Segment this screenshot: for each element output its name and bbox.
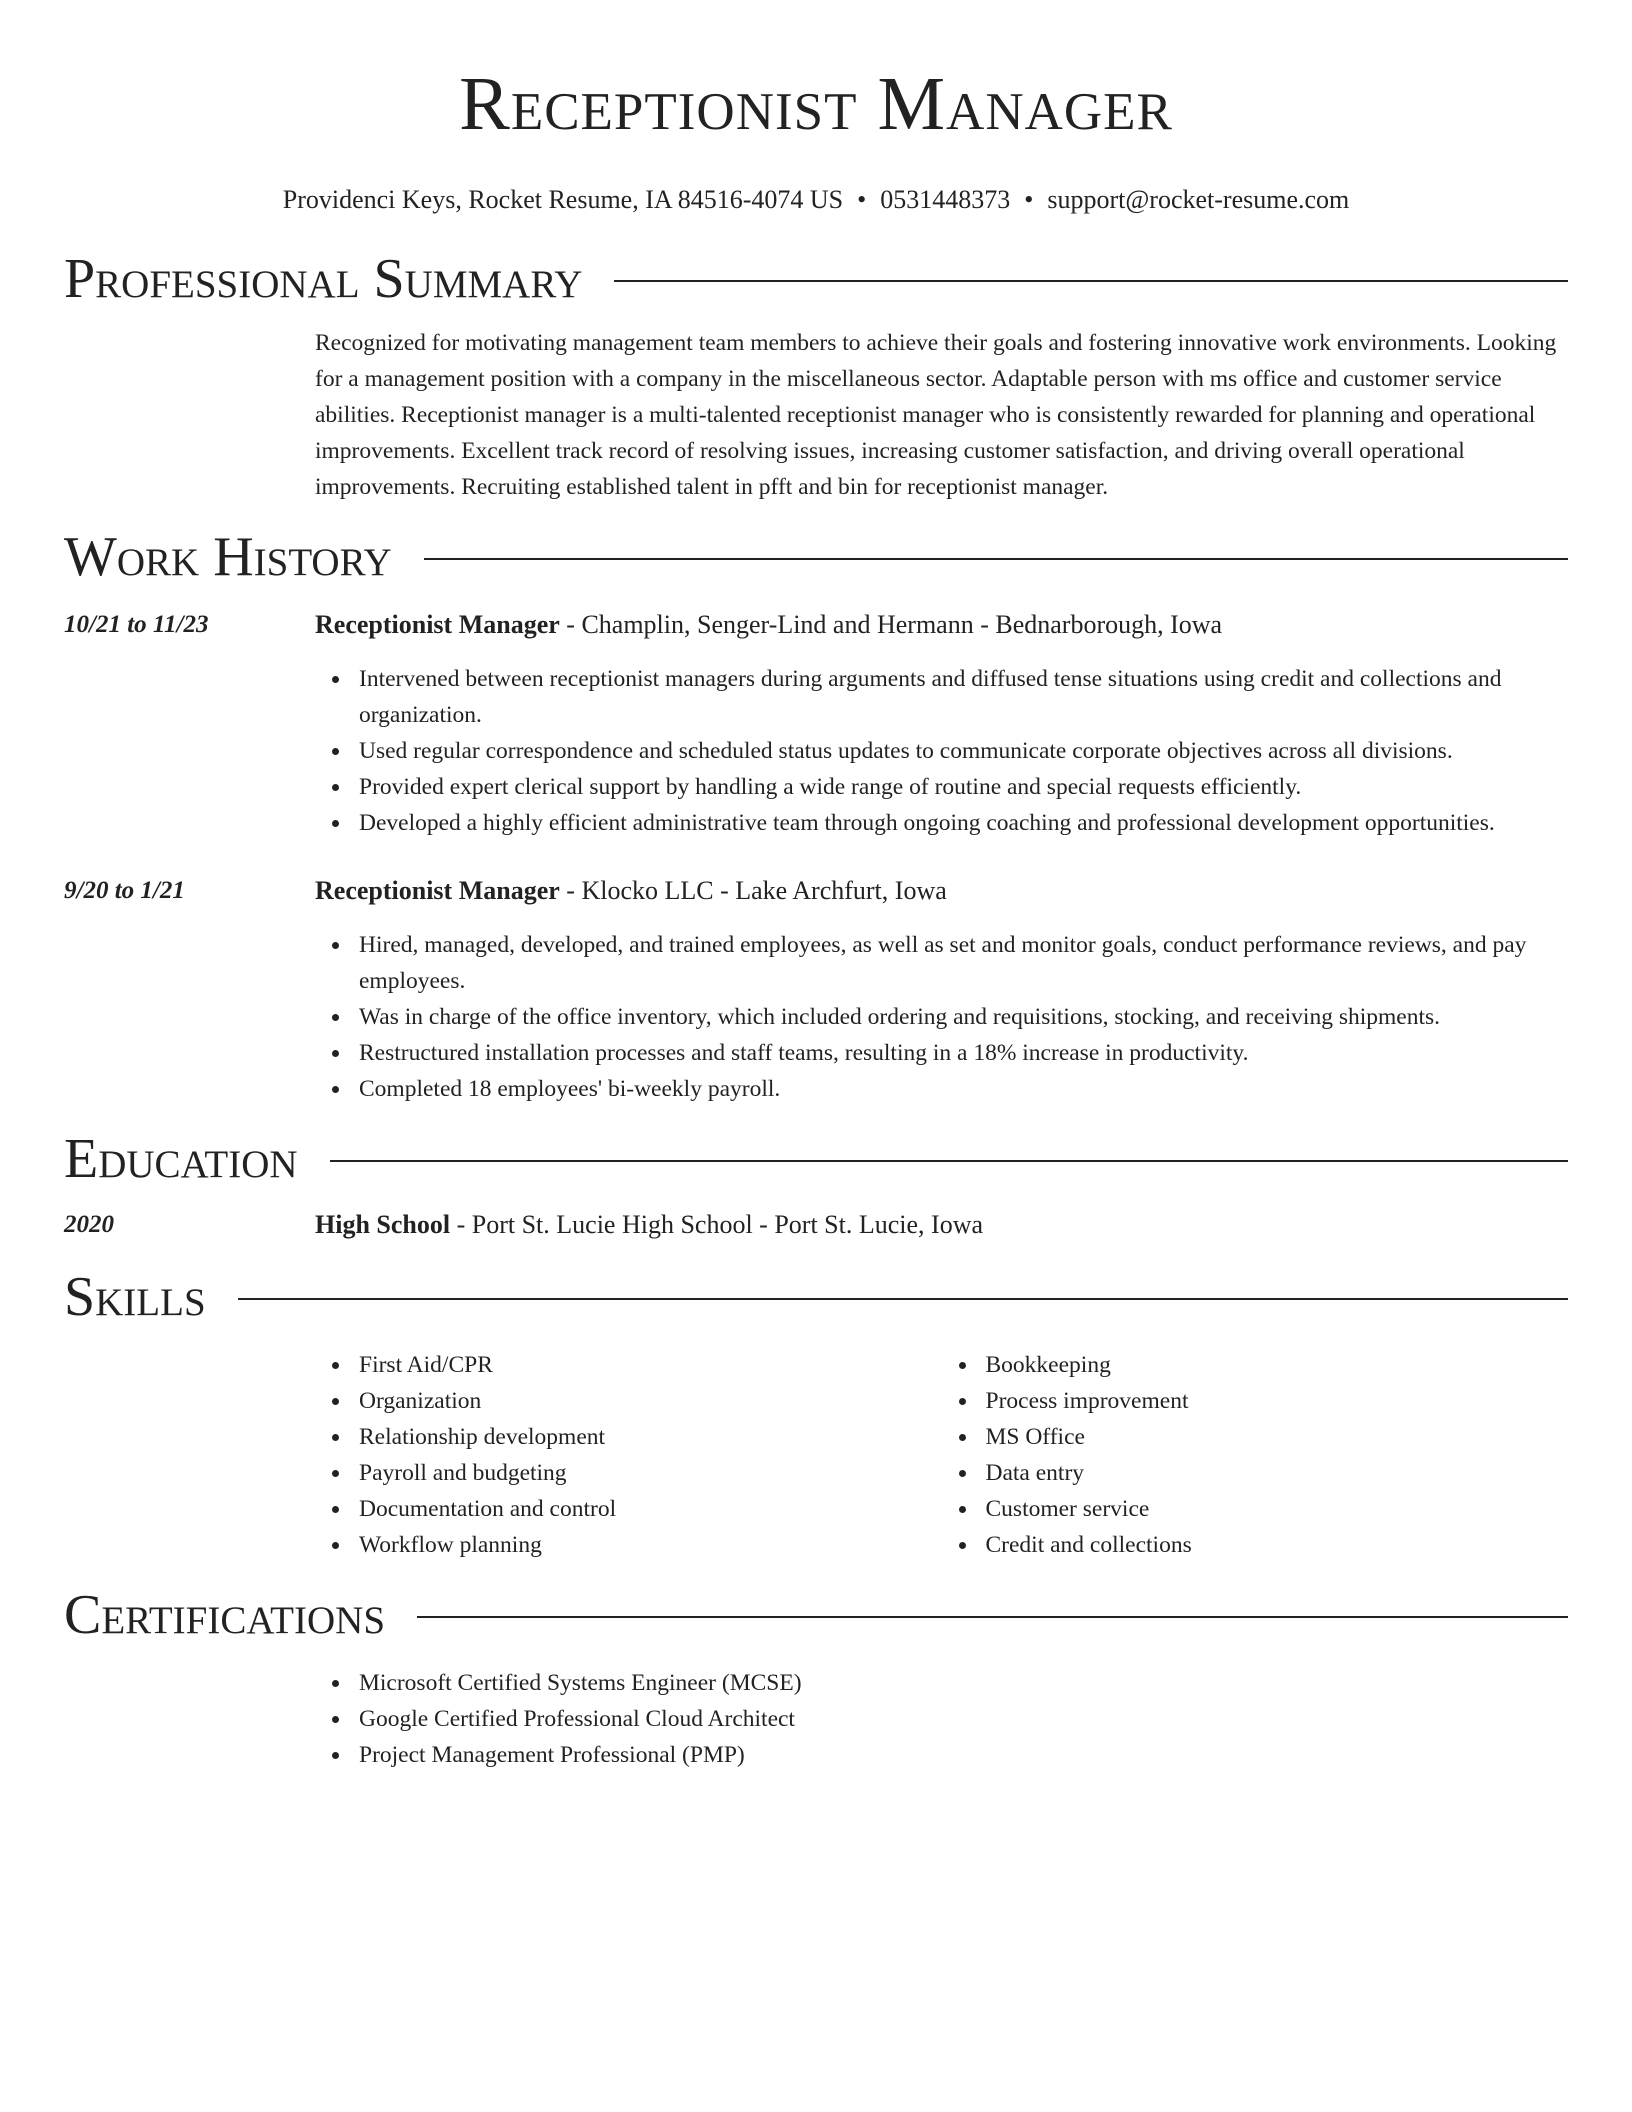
job-heading [315, 607, 1568, 643]
education-year: 2020 [64, 1211, 114, 1238]
list-item: Payroll and budgeting [359, 1455, 942, 1491]
list-item: Was in charge of the office inventory, which included ordering and requisitions, stocking, and receiving shipments. [359, 999, 1568, 1035]
education-details: - Port St. Lucie High School - Port St. Lucie, Iowa [450, 1210, 984, 1239]
summary-section-header [64, 245, 1568, 313]
contact-separator: • [1024, 185, 1034, 214]
contact-line [64, 184, 1568, 216]
job-heading [315, 873, 1568, 909]
section-divider [417, 1616, 1568, 1618]
list-item: Completed 18 employees' bi-weekly payroll. [359, 1071, 1568, 1107]
list-item: Used regular correspondence and scheduled status updates to communicate corporate objectives across all divisions. [359, 733, 1568, 769]
certifications-section-header [64, 1581, 1568, 1649]
list-item: Process improvement [986, 1383, 1569, 1419]
list-item: Microsoft Certified Systems Engineer (MCSE) [359, 1665, 1568, 1701]
job-details: - Champlin, Senger-Lind and Hermann - Bednarborough, Iowa [559, 610, 1223, 639]
list-item: Relationship development [359, 1419, 942, 1455]
work-section-header [64, 523, 1568, 591]
job-role: Receptionist Manager [315, 876, 560, 905]
job-entry [64, 607, 1568, 643]
section-divider [614, 280, 1568, 282]
job-role: Receptionist Manager [315, 610, 560, 639]
section-divider [424, 558, 1568, 560]
list-item: MS Office [986, 1419, 1569, 1455]
list-item: Data entry [986, 1455, 1569, 1491]
skills-column-right [942, 1347, 1569, 1563]
job-bullets [315, 927, 1568, 1107]
education-degree: High School [315, 1210, 451, 1239]
list-item: Provided expert clerical support by handling a wide range of routine and special requests efficiently. [359, 769, 1568, 805]
contact-separator: • [857, 185, 867, 214]
resume-page [64, 0, 1568, 1773]
skills-list [315, 1347, 1568, 1563]
job-bullets [315, 661, 1568, 841]
list-item: Google Certified Professional Cloud Architect [359, 1701, 1568, 1737]
contact-email: support@rocket-resume.com [1047, 185, 1350, 214]
section-divider [330, 1160, 1568, 1162]
job-entry [64, 873, 1568, 909]
list-item: Restructured installation processes and staff teams, resulting in a 18% increase in productivity. [359, 1035, 1568, 1071]
list-item: Credit and collections [986, 1527, 1569, 1563]
section-divider [238, 1298, 1568, 1300]
list-item: Intervened between receptionist managers during arguments and diffused tense situations using credit and collections and organization. [359, 661, 1568, 733]
list-item: Project Management Professional (PMP) [359, 1737, 1568, 1773]
list-item: Workflow planning [359, 1527, 942, 1563]
skills-title: Skills [64, 1266, 206, 1328]
skills-section-header [64, 1263, 1568, 1331]
list-item: Developed a highly efficient administrative team through ongoing coaching and professional development opportunities. [359, 805, 1568, 841]
summary-text: Recognized for motivating management team members to achieve their goals and fostering innovative work environments. Looking for a management position with a company in the miscellaneous sector. Adaptable person with ms office and customer service abilities. Receptionist manager is a multi-talented receptionist manager who is consistently rewarded for planning and operational improvements. Excellent track record of resolving issues, increasing customer satisfaction, and driving overall operational improvements. Recruiting established talent in pfft and bin for receptionist manager. [315, 330, 1557, 500]
education-heading [315, 1207, 1568, 1243]
education-section-header [64, 1125, 1568, 1193]
list-item: First Aid/CPR [359, 1347, 942, 1383]
resume-name: Receptionist Manager [459, 62, 1173, 146]
education-title: Education [64, 1128, 298, 1190]
list-item: Documentation and control [359, 1491, 942, 1527]
job-dates: 10/21 to 11/23 [64, 611, 209, 638]
list-item: Customer service [986, 1491, 1569, 1527]
list-item: Organization [359, 1383, 942, 1419]
work-title: Work History [64, 526, 392, 588]
list-item: Bookkeeping [986, 1347, 1569, 1383]
certifications-title: Certifications [64, 1584, 386, 1646]
contact-phone: 0531448373 [880, 185, 1011, 214]
job-details: - Klocko LLC - Lake Archfurt, Iowa [559, 876, 947, 905]
contact-address: Providenci Keys, Rocket Resume, IA 84516-4074 US [282, 185, 844, 214]
list-item: Hired, managed, developed, and trained employees, as well as set and monitor goals, conduct performance reviews, and pay employees. [359, 927, 1568, 999]
skills-column-left [315, 1347, 942, 1563]
certifications-list [315, 1665, 1568, 1773]
summary-title: Professional Summary [64, 248, 583, 310]
job-dates: 9/20 to 1/21 [64, 877, 185, 904]
education-entry [64, 1207, 1568, 1243]
